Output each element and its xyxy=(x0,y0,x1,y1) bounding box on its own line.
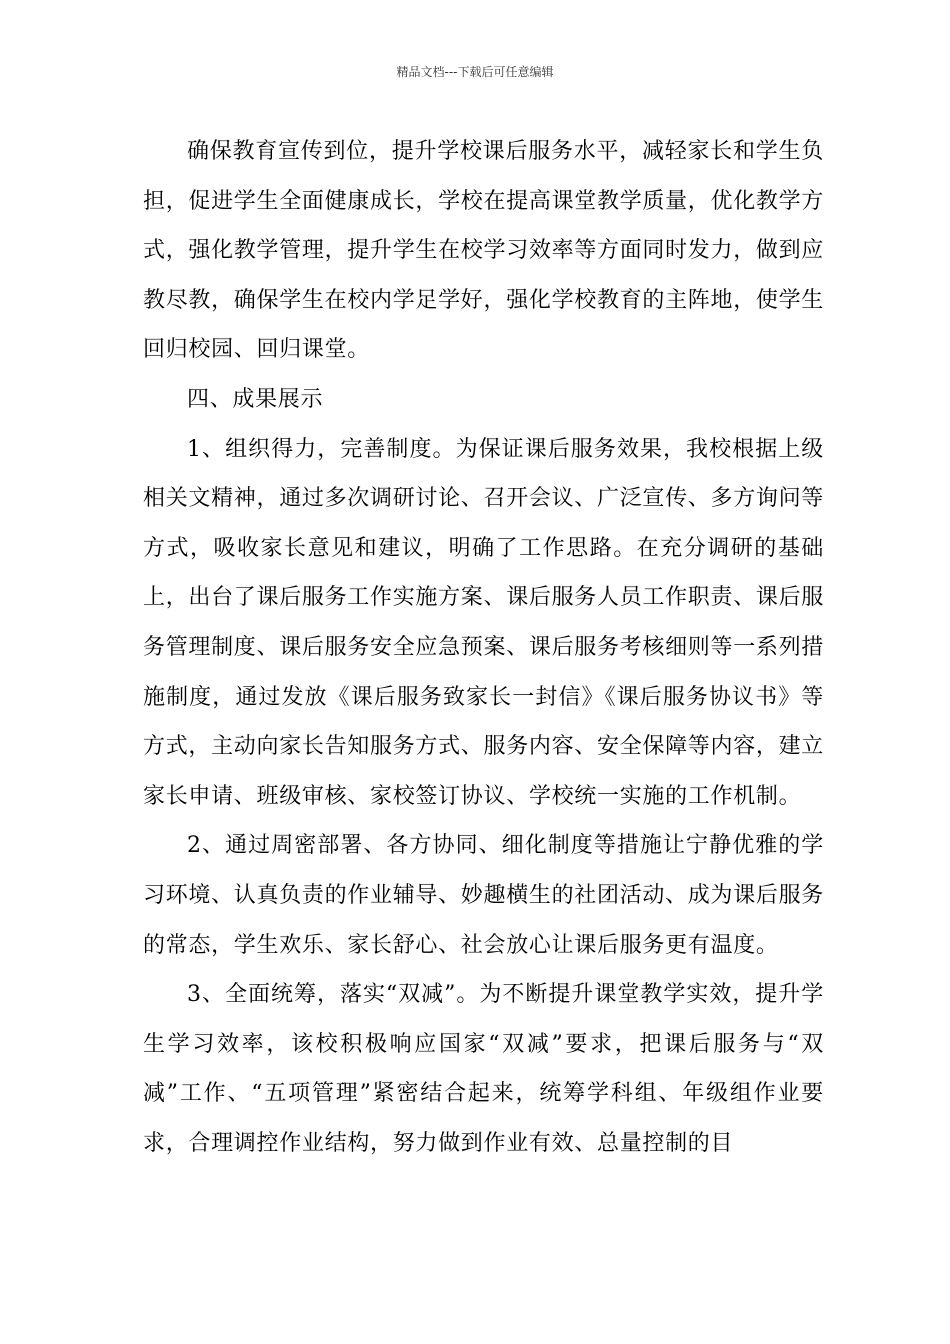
page-header: 精品文档---下载后可任意编辑 xyxy=(396,65,554,79)
paragraph: 确保教育宣传到位，提升学校课后服务水平，减轻家长和学生负担，促进学生全面健康成长，学校在提高课堂教学质量，优化教学方式，强化教学管理，提升学生在校学习效率等方面同时发力，做到应教尽教，确保学生在校内学足学好，强化学校教育的主阵地，使学生回归校园、回归课堂。 xyxy=(143,139,825,363)
document-body xyxy=(143,127,824,1168)
section-heading: 四、成果展示 xyxy=(187,386,324,412)
paragraph: 3、全面统筹，落实“双减”。为不断提升课堂教学实效，提升学生学习效率，该校积极响应国家“双减”要求，把课后服务与“双减”工作、“五项管理”紧密结合起来，统筹学科组、年级组作业要求，合理调控作业结构，努力做到作业有效、总量控制的目 xyxy=(143,982,824,1156)
paragraph: 1、组织得力，完善制度。为保证课后服务效果，我校根据上级相关文精神，通过多次调研讨论、召开会议、广泛宣传、多方询问等方式，吸收家长意见和建议，明确了工作思路。在充分调研的基础上，出台了课后服务工作实施方案、课后服务人员工作职责、课后服务管理制度、课后服务安全应急预案、课后服务考核细则等一系列措施制度，通过发放《课后服务致家长一封信》《课后服务协议书》等方式，主动向家长告知服务方式、服务内容、安全保障等内容，建立家长申请、班级审核、家校签订协议、学校统一实施的工作机制。 xyxy=(143,436,825,809)
paragraph: 2、通过周密部署、各方协同、细化制度等措施让宁静优雅的学习环境、认真负责的作业辅导、妙趣横生的社团活动、成为课后服务的常态，学生欢乐、家长舒心、社会放心让课后服务更有温度。 xyxy=(143,833,825,958)
